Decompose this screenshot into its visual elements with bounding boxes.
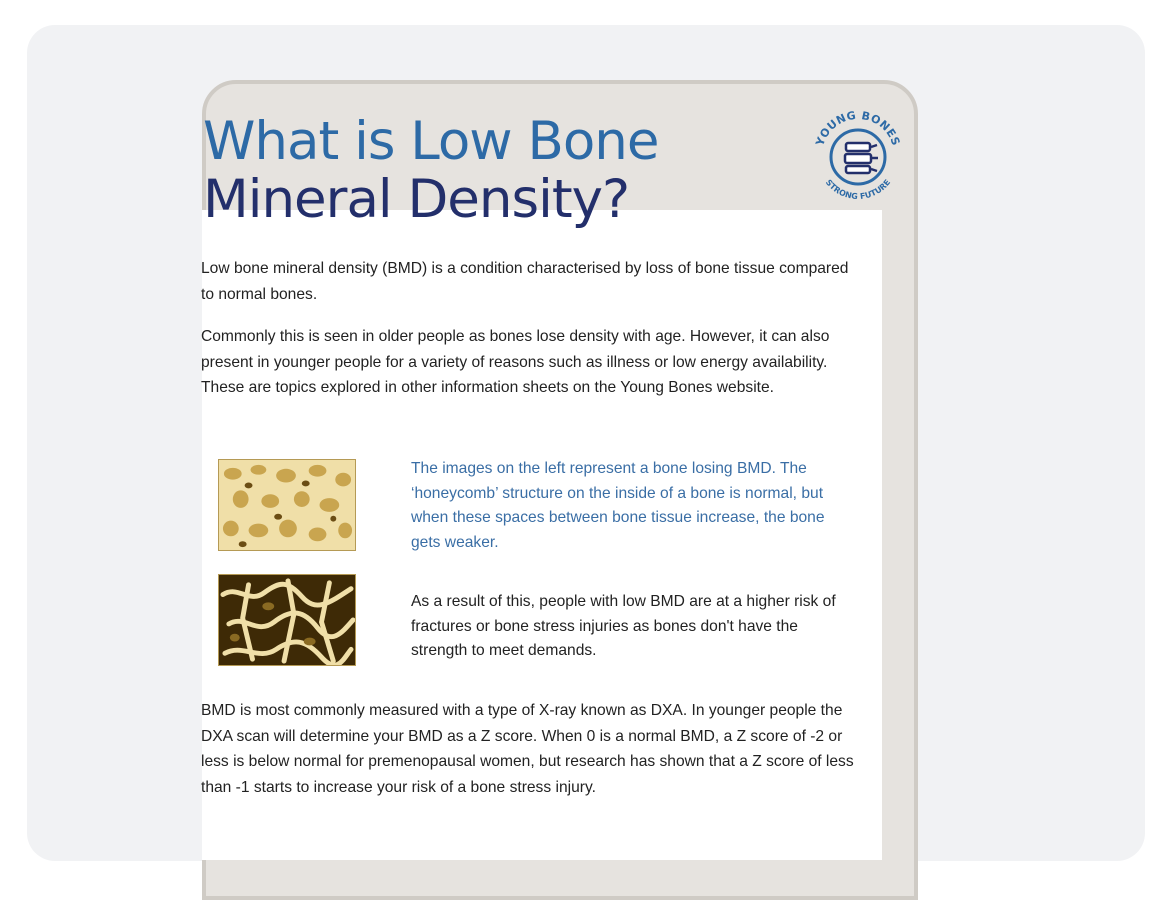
page-title — [203, 113, 659, 229]
image-caption: The images on the left represent a bone losing BMD. The ‘honeycomb’ structure on the inside of a bone is normal, but when these spaces between bone tissue increase, the bone gets weaker. — [411, 460, 825, 551]
age-paragraph: Commonly this is seen in older people as bones lose density with age. However, it can also present in younger people for a variety of reasons such as illness or low energy availability. These are topics explored in other information sheets on the Young Bones website. — [201, 328, 830, 396]
spine-vertebra-icon — [845, 143, 878, 173]
svg-text:STRONG FUTURE — [824, 178, 892, 201]
low-density-bone-structure-image — [218, 574, 356, 666]
title-line-2: Mineral Density? — [203, 169, 630, 230]
logo-top-text: YOUNG BONES — [813, 108, 903, 148]
title-line-1: What is Low Bone — [203, 111, 659, 172]
intro-paragraph: Low bone mineral density (BMD) is a condition characterised by loss of bone tissue compared to normal bones. — [201, 260, 849, 303]
logo-bottom-text: STRONG FUTURE — [823, 177, 893, 202]
young-bones-logo — [808, 103, 908, 203]
dxa-paragraph: BMD is most commonly measured with a type of X-ray known as DXA. In younger people the DXA scan will determine your BMD as a Z score. When 0 is a normal BMD, a Z score of -2 or less is below normal for premenopausal women, but research has shown that a Z score of less than -1 starts to increase your risk of a bone stress injury. — [201, 702, 854, 796]
healthy-bone-structure-image — [218, 459, 356, 551]
fracture-risk-paragraph: As a result of this, people with low BMD are at a higher risk of fractures or bone stress injuries as bones don't have the strength to meet demands. — [411, 593, 836, 659]
